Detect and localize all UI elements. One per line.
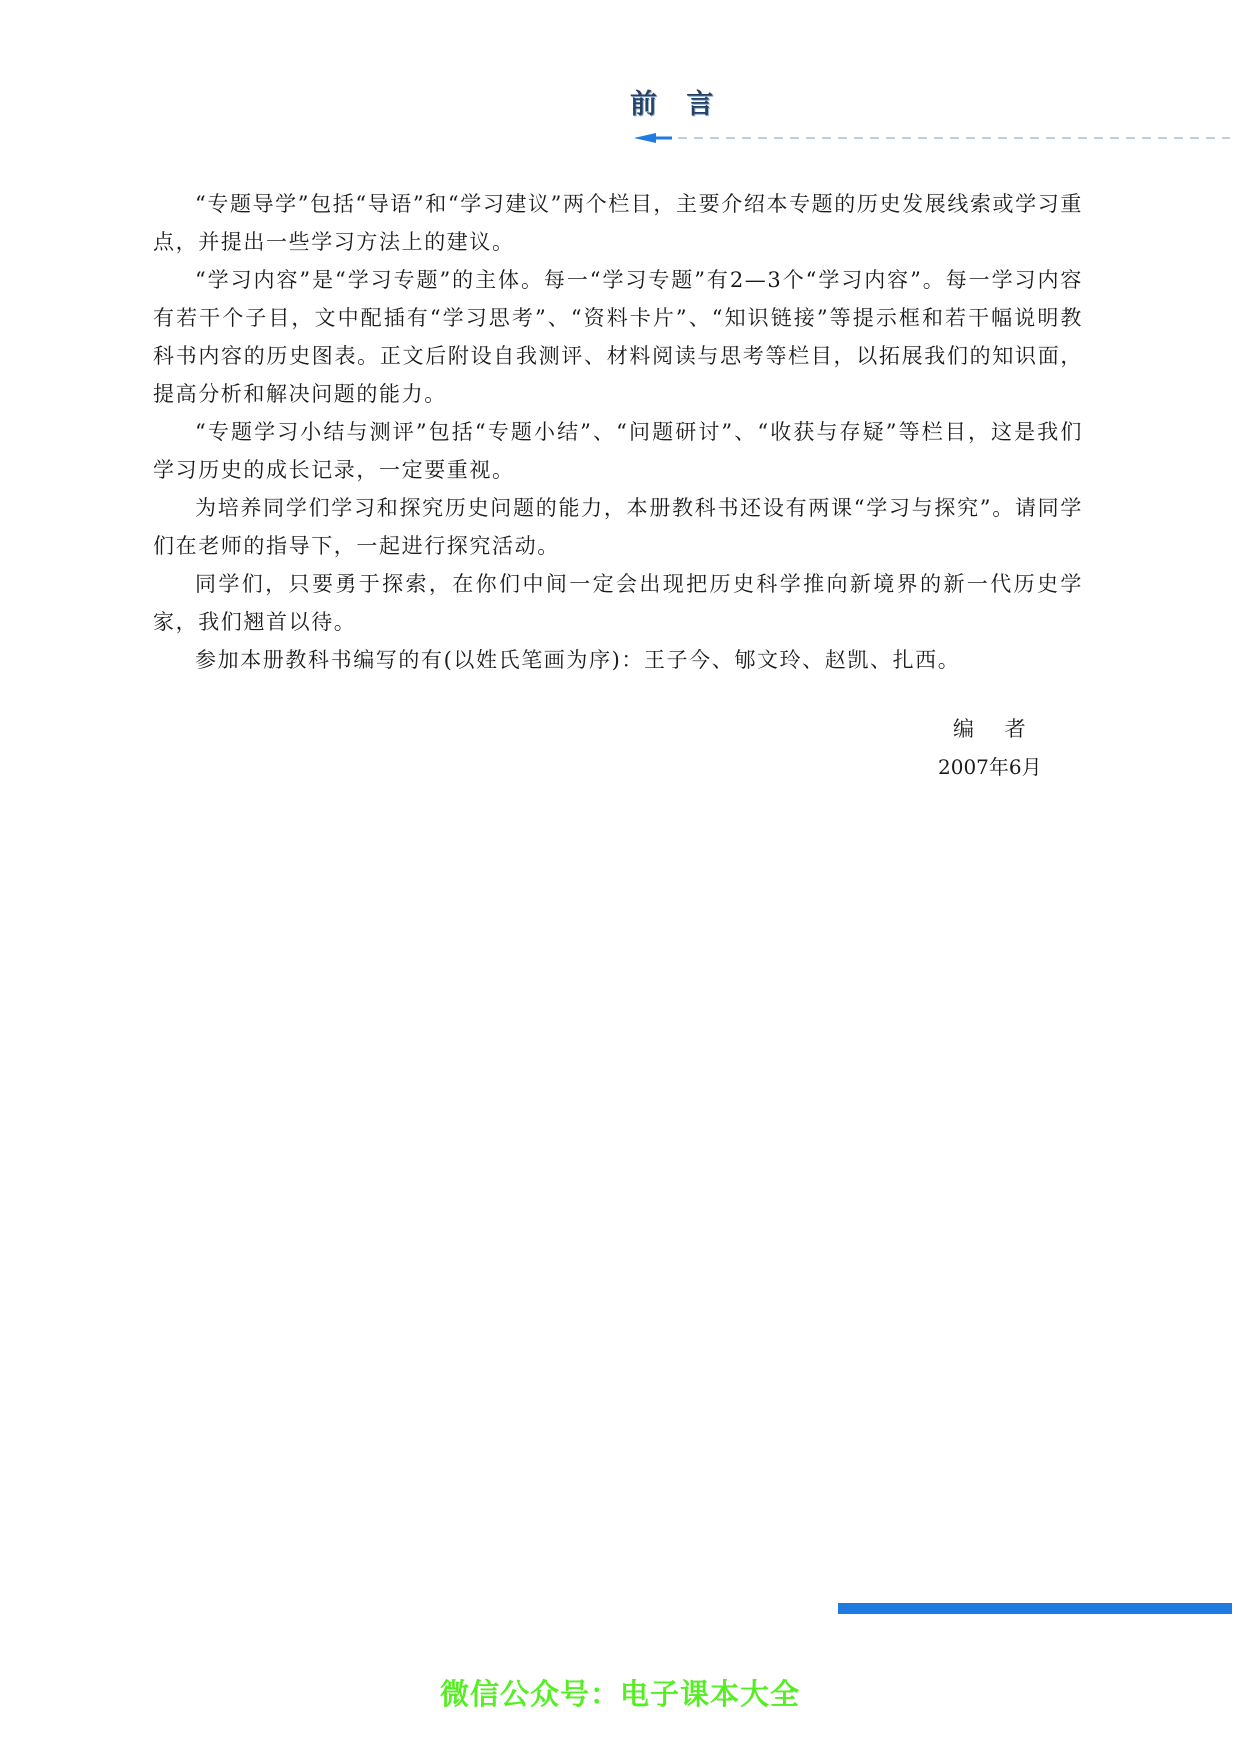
title-divider — [634, 131, 1230, 145]
paragraph-intro-guide: “专题导学”包括“导语”和“学习建议”两个栏目，主要介绍本专题的历史发展线索或学习重点，并提出一些学习方法上的建议。 — [153, 192, 1083, 254]
signature-date: 2007年6月 — [938, 755, 1042, 779]
watermark-text: 微信公众号：电子课本大全 — [439, 1677, 800, 1711]
page-title: 前 言 — [630, 89, 724, 120]
paragraph-contributors: 参加本册教科书编写的有(以姓氏笔画为序)：王子今、郇文玲、赵凯、扎西。 — [195, 648, 961, 672]
footer-accent-bar — [838, 1603, 1232, 1614]
paragraph-learning-content: “学习内容”是“学习专题”的主体。每一“学习专题”有2—3个“学习内容”。每一学习内容有若干个子目，文中配插有“学习思考”、“资料卡片”、“知识链接”等提示框和若干幅说明教科书内容的历史图表。正文后附设自我测评、材料阅读与思考等栏目，以拓展我们的知识面，提高分析和解决问题的能力。 — [153, 268, 1083, 406]
paragraph-summary-evaluation: “专题学习小结与测评”包括“专题小结”、“问题研讨”、“收获与存疑”等栏目，这是我们学习历史的成长记录，一定要重视。 — [153, 420, 1083, 482]
signature-author: 编 者 — [953, 717, 1038, 741]
preface-body — [153, 185, 1083, 679]
arrow-left-icon — [634, 133, 656, 143]
paragraph-encouragement: 同学们，只要勇于探索，在你们中间一定会出现把历史科学推向新境界的新一代历史学家，我们翘首以待。 — [153, 572, 1083, 634]
paragraph-inquiry: 为培养同学们学习和探究历史问题的能力，本册教科书还设有两课“学习与探究”。请同学们在老师的指导下，一起进行探究活动。 — [153, 496, 1083, 558]
